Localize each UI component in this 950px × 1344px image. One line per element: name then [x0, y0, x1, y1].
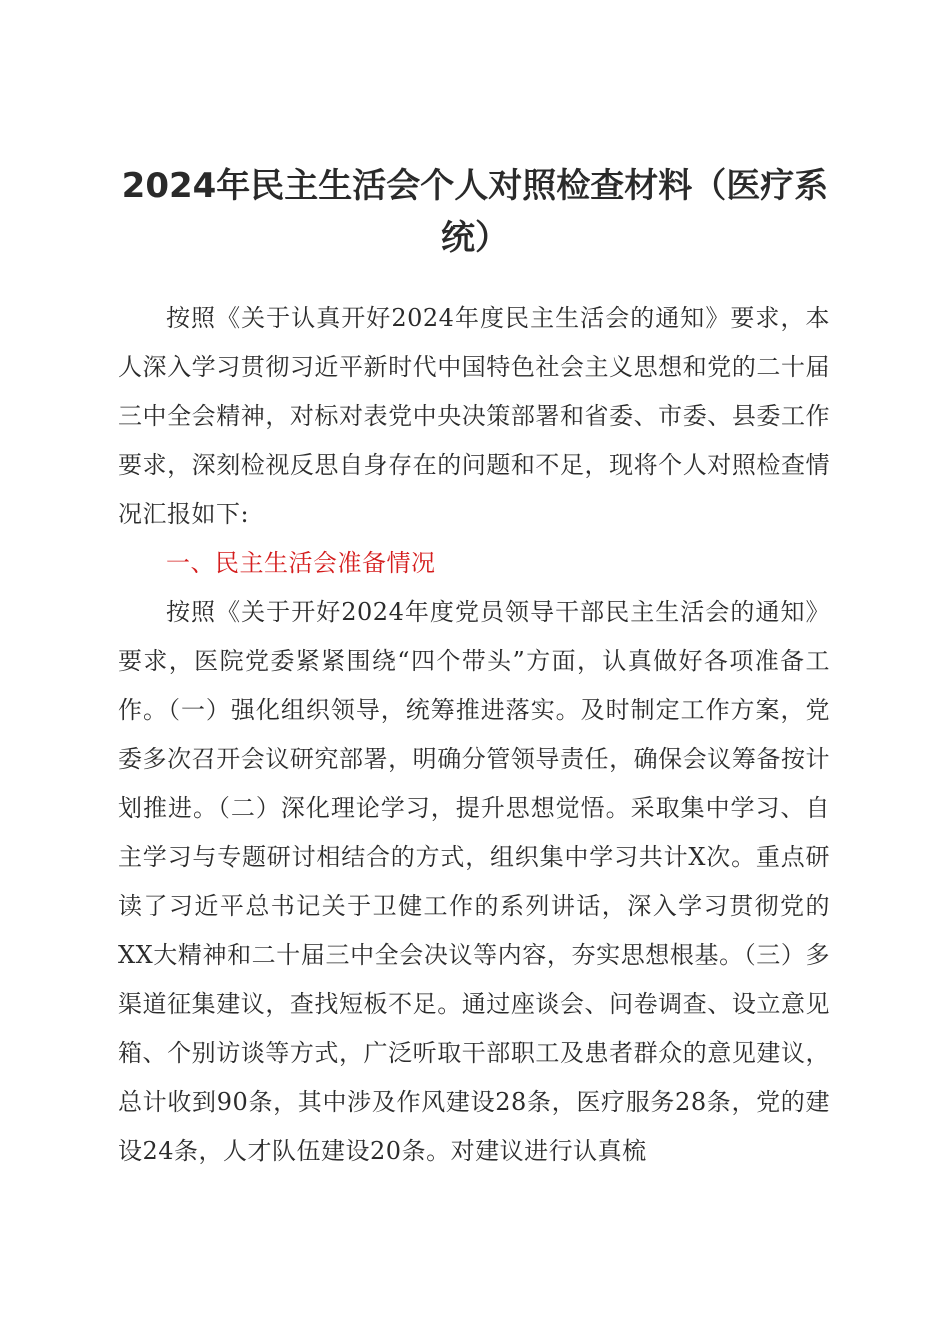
- section-paragraph-preparation: 按照《关于开好2024年度党员领导干部民主生活会的通知》要求，医院党委紧紧围绕“四个带头”方面，认真做好各项准备工作。（一）强化组织领导，统筹推进落实。及时制定工作方案，党委多次召开会议研究部署，明确分管领导责任，确保会议筹备按计划推进。（二）深化理论学习，提升思想觉悟。采取集中学习、自主学习与专题研讨相结合的方式，组织集中学习共计X次。重点研读了习近平总书记关于卫健工作的系列讲话，深入学习贯彻党的XX大精神和二十届三中全会决议等内容，夯实思想根基。（三）多渠道征集建议，查找短板不足。通过座谈会、问卷调查、设立意见箱、个别访谈等方式，广泛听取干部职工及患者群众的意见建议，总计收到90条，其中涉及作风建设28条，医疗服务28条，党的建设24条，人才队伍建设20条。对建议进行认真梳: [118, 598, 830, 1165]
- intro-paragraph: 按照《关于认真开好2024年度民主生活会的通知》要求，本人深入学习贯彻习近平新时代中国特色社会主义思想和党的二十届三中全会精神，对标对表党中央决策部署和省委、市委、县委工作要求，深刻检视反思自身存在的问题和不足，现将个人对照检查情况汇报如下:: [118, 304, 830, 528]
- section-heading-preparation: 一、民主生活会准备情况: [166, 549, 436, 577]
- document-body: [118, 294, 830, 1176]
- document-title: 2024年民主生活会个人对照检查材料（医疗系统）: [121, 166, 829, 258]
